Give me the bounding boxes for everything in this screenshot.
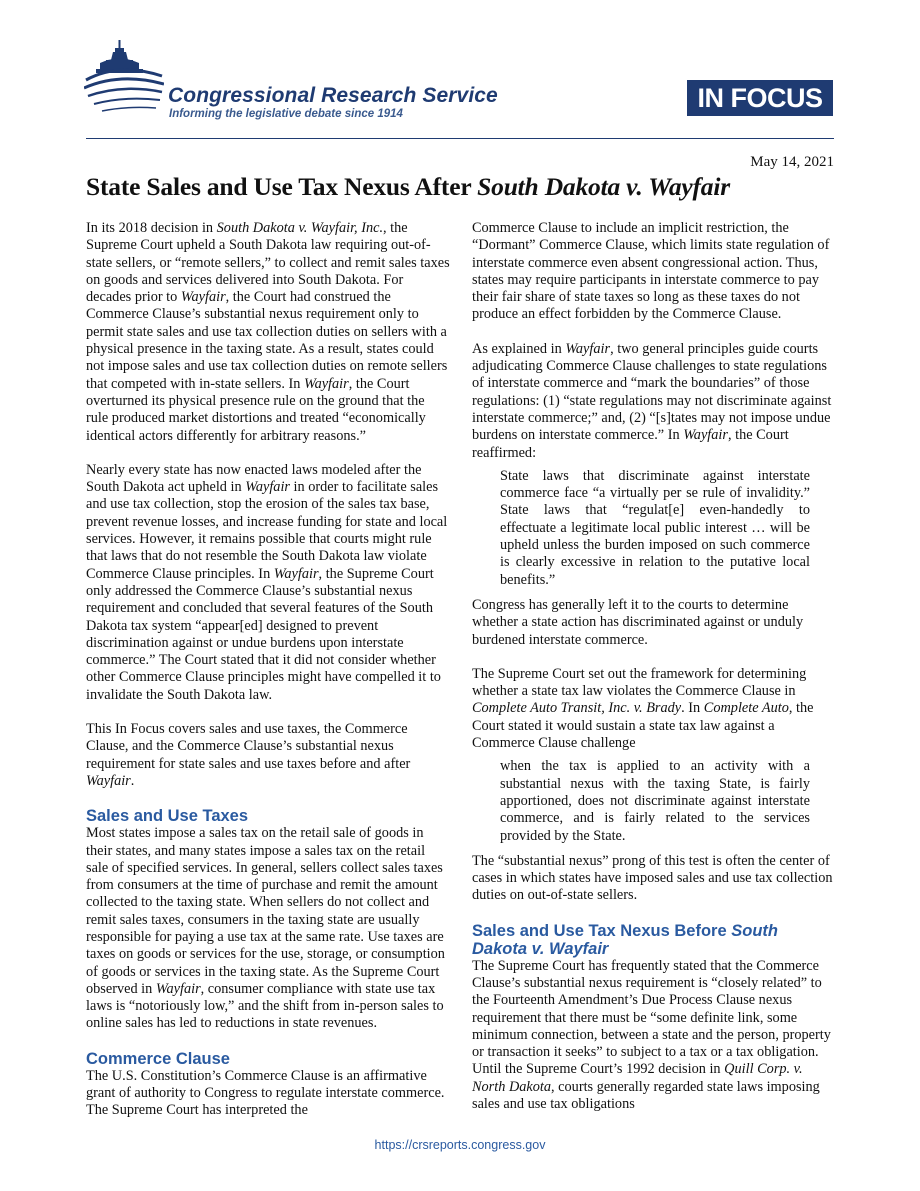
block-quote: State laws that discriminate against interstate commerce face “a virtually per se rule of invalidity.” State laws that “regulat[e] even-handedly to effectuate a legitimate local public interest … will be upheld unless the burden imposed on such commerce is clearly excessive in relation to the putative local benefits.” — [500, 467, 810, 588]
right-column — [472, 220, 836, 1113]
paragraph: Nearly every state has now enacted laws modeled after the South Dakota act upheld in Wayfair in order to facilitate sales and use tax collection, stop the erosion of the sales tax base, prevent revenue losses, and increase funding for state and local services. However, it remains possible that courts might rule that laws that do not resemble the South Dakota law violate Commerce Clause principles. In Wayfair, the Supreme Court only addressed the Commerce Clause’s substantial nexus requirement and concluded that several features of the South Dakota tax system “appear[ed] designed to prevent discrimination against or undue burdens upon interstate commerce.” The Court stated that it did not consider whether other Commerce Clause principles might have compelled it to invalidate the South Dakota law. — [86, 461, 448, 703]
org-tagline: Informing the legislative debate since 1914 — [169, 108, 403, 120]
paragraph: The Supreme Court set out the framework for determining whether a state tax law violates the Commerce Clause in Complete Auto Transit, Inc. v. Brady. In Complete Auto, the Court stated it would sustain a state tax law against a Commerce Clause challenge — [472, 665, 814, 752]
footer-url[interactable]: https://crsreports.congress.gov — [374, 1138, 546, 1152]
page-title: State Sales and Use Tax Nexus After South Dakota v. Wayfair — [86, 172, 730, 201]
paragraph: Congress has generally left it to the courts to determine whether a state action has discriminated against or unduly burdened interstate commerce. — [472, 596, 804, 648]
paragraph: This In Focus covers sales and use taxes, the Commerce Clause, and the Commerce Clause’s substantial nexus requirement for state sales and use taxes before and after Wayfair. — [86, 721, 411, 789]
paragraph: The “substantial nexus” prong of this test is often the center of cases in which states have imposed sales and use tax collection duties on out-of-state sellers. — [472, 852, 833, 904]
report-header — [0, 0, 920, 140]
paragraph: The U.S. Constitution’s Commerce Clause is an affirmative grant of authority to Congress to regulate interstate commerce. The Supreme Court has interpreted the — [86, 1067, 445, 1119]
block-quote: when the tax is applied to an activity with a substantial nexus with the taxing State, is fairly apportioned, does not discriminate against interstate commerce, and is fairly related to the services provided by the State. — [500, 758, 810, 844]
section-heading-commerce-clause: Commerce Clause — [86, 1049, 230, 1068]
capitol-dome-icon — [84, 40, 164, 120]
org-name: Congressional Research Service — [168, 84, 498, 107]
paragraph: As explained in Wayfair, two general principles guide courts adjudicating Commerce Clause challenges to state regulations of interstate commerce and “mark the boundaries” of those regulations: (1) “state regulations may not discriminate against interstate commerce;” and, (2) “[s]tates may not impose undue burdens on interstate commerce.” In Wayfair, the Court reaffirmed: — [472, 340, 832, 461]
in-focus-badge: IN FOCUS — [687, 80, 833, 116]
section-heading-nexus-before-wayfair: Sales and Use Tax Nexus Before South Dakota v. Wayfair — [472, 921, 778, 958]
paragraph: The Supreme Court has frequently stated that the Commerce Clause’s substantial nexus requirement is “closely related” to the Fourteenth Amendment’s Due Process Clause nexus requirement that there must be “some definite link, some minimum connection, between a state and the person, property or transaction it seeks” to subject to a tax or a tax obligation. Until the Supreme Court’s 1992 decision in Quill Corp. v. North Dakota, courts generally regarded state laws imposing sales and use tax obligations — [472, 957, 831, 1113]
publication-date: May 14, 2021 — [750, 154, 834, 170]
paragraph: Commerce Clause to include an implicit restriction, the “Dormant” Commerce Clause, which limits state regulation of interstate commerce even absent congressional action. Thus, states may require participants in interstate commerce to pay their fair share of state taxes so long as these taxes do not produce an effect forbidden by the Commerce Clause. — [472, 220, 830, 323]
left-column — [86, 220, 450, 1120]
paragraph: Most states impose a sales tax on the retail sale of goods in their states, and many states impose a sales tax on the retail sale of specified services. In general, sellers collect sales taxes from consumers at the time of purchase and remit the amount collected to the taxing state. When sellers do not collect and remit sales taxes, consumers in the taxing state are usually responsible for paying a use tax at the same rate. Use taxes are taxes on goods or services for the use, storage, or consumption of goods or services in the taxing state. As the Supreme Court observed in Wayfair, consumer compliance with state use tax laws is “notoriously low,” and the shift from in-person sales to online sales has led to reductions in state revenues. — [86, 825, 445, 1032]
header-rule — [86, 138, 834, 139]
paragraph: In its 2018 decision in South Dakota v. Wayfair, Inc., the Supreme Court upheld a South Dakota law requiring out-of-state sellers, or “remote sellers,” to collect and remit sales taxes on goods and services delivered into South Dakota. For decades prior to Wayfair, the Court had construed the Commerce Clause’s substantial nexus requirement only to permit state sales and use tax collection duties on sellers with a physical presence in the taxing state. As a result, states could not impose sales and use tax collection duties on remote sellers that competed with in-state sellers. In Wayfair, the Court overturned its physical presence rule on the ground that the rule produced market distortions and treated “economically identical actors differently for arbitrary reasons.” — [86, 220, 450, 444]
section-heading-sales-use-taxes: Sales and Use Taxes — [86, 807, 249, 826]
